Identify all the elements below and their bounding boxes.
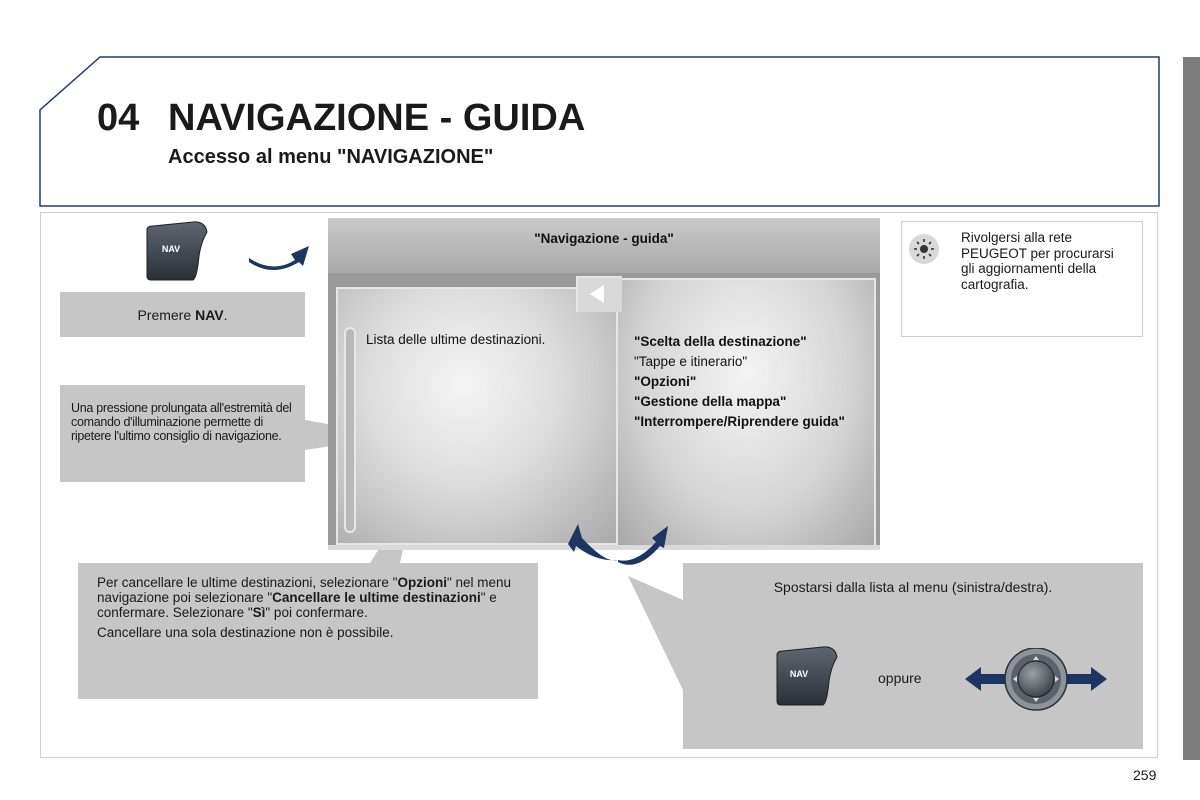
screen-title: "Navigazione - guida" <box>534 231 674 246</box>
destinations-list-panel[interactable] <box>336 287 618 545</box>
cancel-text-e: " e confermare. Selezionare " <box>97 590 497 620</box>
menu-item[interactable]: "Scelta della destinazione" <box>634 334 807 349</box>
menu-list <box>634 332 864 429</box>
lamp-icon <box>907 232 941 266</box>
tip-text: Rivolgersi alla rete PEUGEOT per procurarsi gli aggiornamenti della cartografia. <box>961 230 1114 292</box>
curved-arrow-icon <box>245 238 315 278</box>
nav-button-icon <box>773 645 839 709</box>
back-arrow-icon <box>590 285 604 303</box>
list-scrollbar[interactable] <box>344 327 356 533</box>
long-press-text: Una pressione prolungata all'estremità del comando d'illuminazione permette di ripetere l'ultimo consiglio di navigazione. <box>71 401 292 443</box>
screen-header <box>328 218 880 273</box>
cancel-text-d: Cancellare le ultime destinazioni <box>272 590 481 605</box>
list-label: Lista delle ultime destinazioni. <box>366 332 546 347</box>
long-press-note <box>60 385 305 482</box>
nav-button-label: NAV <box>789 669 809 679</box>
nav-button-icon <box>143 220 209 284</box>
menu-item[interactable]: "Opzioni" <box>634 374 697 389</box>
joystick-left-right-icon <box>965 648 1109 712</box>
nav-button-label: NAV <box>161 244 181 254</box>
page-subtitle: Accesso al menu "NAVIGAZIONE" <box>168 146 494 168</box>
cancel-text-a: Per cancellare le ultime destinazioni, selezionare " <box>97 575 398 590</box>
cancel-text-g: " poi confermare. <box>265 605 368 620</box>
screen-body <box>328 273 880 550</box>
page-number: 259 <box>1133 767 1157 783</box>
menu-item[interactable]: "Tappe e itinerario" <box>634 354 748 369</box>
press-suffix: . <box>223 306 228 323</box>
cancel-text-f: Sì <box>252 605 266 620</box>
cancel-destinations-note <box>78 563 538 699</box>
navigation-menu-panel <box>616 278 876 548</box>
press-nav-instruction <box>60 292 305 337</box>
tip-box <box>901 221 1143 337</box>
press-key: NAV <box>195 306 224 323</box>
press-text: Premere <box>137 306 192 323</box>
page-title: NAVIGAZIONE - GUIDA <box>168 97 586 139</box>
chapter-number: 04 <box>97 97 140 139</box>
menu-item[interactable]: "Interrompere/Riprendere guida" <box>634 414 845 429</box>
or-text: oppure <box>878 670 922 686</box>
back-tab[interactable] <box>576 276 622 312</box>
move-text: Spostarsi dalla lista al menu (sinistra/destra). <box>773 579 1053 595</box>
cancel-text-b: Opzioni <box>397 575 447 590</box>
menu-item[interactable]: "Gestione della mappa" <box>634 394 787 409</box>
cancel-paragraph-1 <box>97 575 520 620</box>
cancel-paragraph-2: Cancellare una sola destinazione non è possibile. <box>97 625 394 640</box>
left-right-swap-arrows-icon <box>566 520 670 566</box>
cancel-text-c: " nel menu navigazione poi selezionare " <box>97 575 512 605</box>
